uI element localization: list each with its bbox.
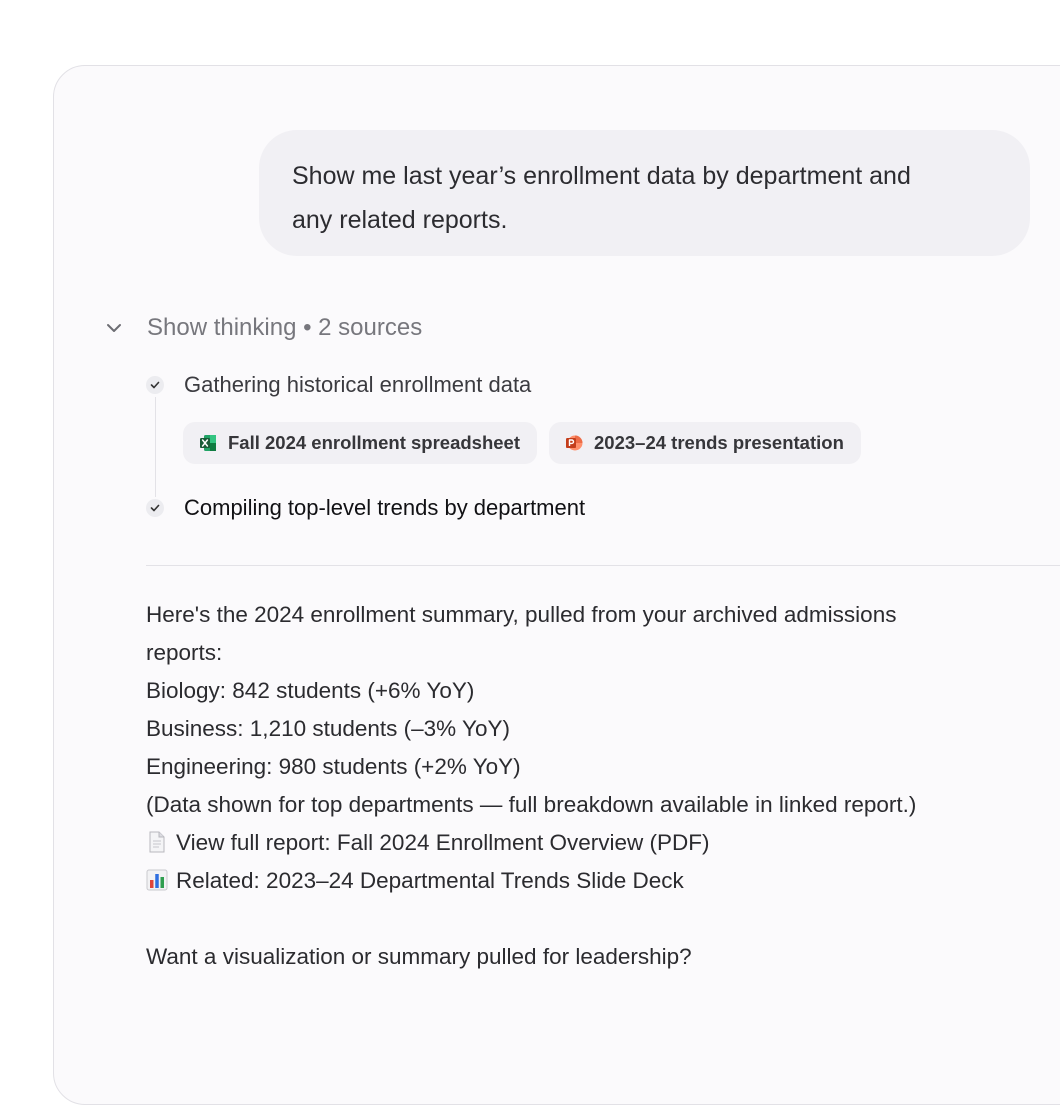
source-chip-label: 2023–24 trends presentation	[594, 432, 844, 453]
source-chip-spreadsheet[interactable]	[183, 422, 537, 464]
powerpoint-icon	[565, 434, 583, 452]
response-text: Here's the 2024 enrollment summary, pulled from your archived admissions	[146, 602, 897, 627]
response-stat-business: Business: 1,210 students (–3% YoY)	[146, 716, 510, 741]
user-message-line: any related reports.	[292, 206, 508, 234]
source-chip-label: Fall 2024 enrollment spreadsheet	[228, 432, 521, 453]
check-icon	[146, 499, 164, 517]
assistant-response	[146, 596, 1046, 976]
excel-icon	[199, 434, 217, 452]
show-thinking-toggle[interactable]	[103, 311, 422, 345]
user-message-line: Show me last year’s enrollment data by department and	[292, 162, 911, 190]
spacer	[146, 900, 1046, 938]
user-message-bubble	[259, 130, 1030, 256]
thinking-summary: Show thinking • 2 sources	[147, 314, 423, 341]
bar-chart-icon	[146, 865, 168, 887]
document-icon	[146, 827, 168, 849]
response-followup: Want a visualization or summary pulled for leadership?	[146, 944, 692, 969]
source-chips	[183, 422, 861, 464]
divider	[146, 565, 1060, 566]
chevron-down-icon	[103, 317, 125, 339]
thinking-step-label: Gathering historical enrollment data	[184, 372, 532, 397]
check-icon	[146, 376, 164, 394]
response-stat-engineering: Engineering: 980 students (+2% YoY)	[146, 754, 521, 779]
thinking-step	[146, 495, 585, 521]
response-text: reports:	[146, 640, 223, 665]
related-link[interactable]	[146, 862, 1046, 900]
source-chip-presentation[interactable]	[549, 422, 861, 464]
thinking-step-label: Compiling top-level trends by department	[184, 495, 586, 520]
response-note: (Data shown for top departments — full breakdown available in linked report.)	[146, 792, 917, 817]
thinking-timeline-line	[155, 397, 156, 497]
response-stat-biology: Biology: 842 students (+6% YoY)	[146, 678, 475, 703]
report-link-text: View full report: Fall 2024 Enrollment Overview (PDF)	[176, 830, 710, 855]
related-link-text: Related: 2023–24 Departmental Trends Slide Deck	[176, 868, 684, 893]
report-link[interactable]	[146, 824, 1046, 862]
thinking-step	[146, 372, 531, 398]
